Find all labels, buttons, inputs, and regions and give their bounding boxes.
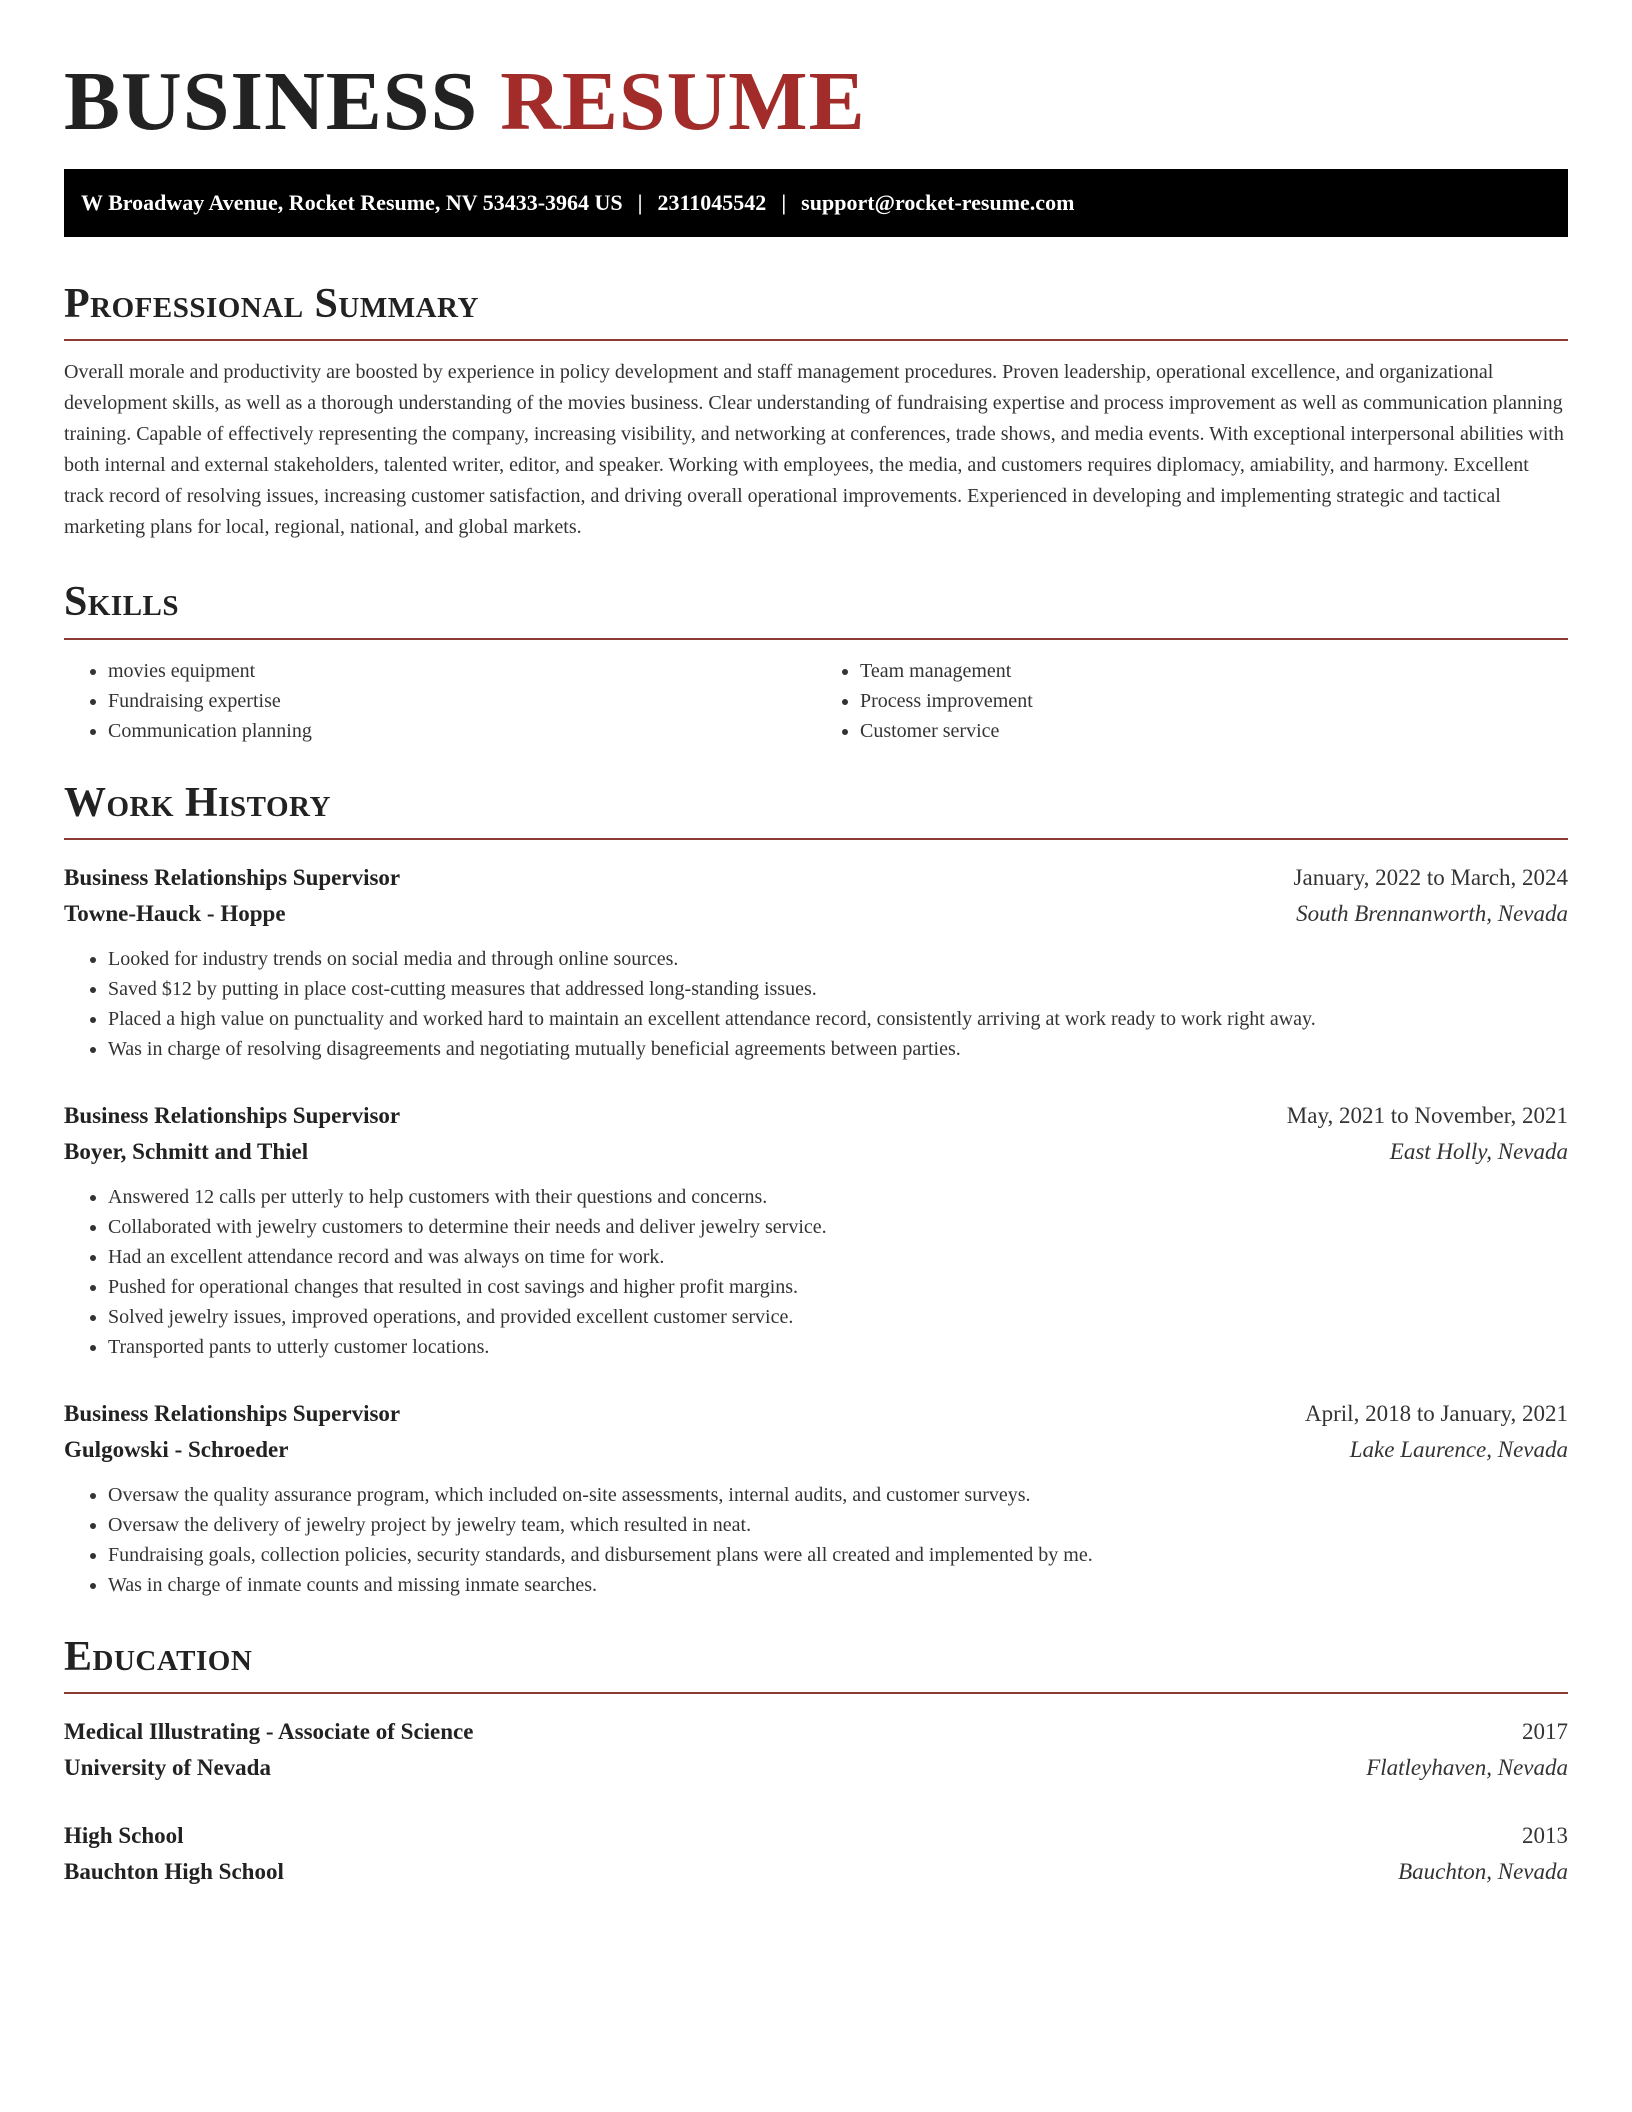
job-dates: April, 2018 to January, 2021 bbox=[1305, 1400, 1568, 1426]
skills-list bbox=[64, 656, 1568, 746]
education-school: Bauchton High School bbox=[64, 1859, 284, 1885]
work-history-section bbox=[64, 778, 1568, 1600]
job-bullet: • Looked for industry trends on social media and through online sources. bbox=[108, 944, 1568, 974]
section-divider bbox=[64, 838, 1568, 840]
education-school-row bbox=[64, 1854, 1568, 1890]
contact-phone: 2311045542 bbox=[657, 189, 767, 215]
section-divider bbox=[64, 1692, 1568, 1694]
education-entry bbox=[64, 1714, 1568, 1786]
education-location: Flatleyhaven, Nevada bbox=[1366, 1755, 1568, 1781]
education-school: University of Nevada bbox=[64, 1755, 271, 1781]
job-bullet: • Answered 12 calls per utterly to help customers with their questions and concerns. bbox=[108, 1182, 1568, 1212]
section-heading-education: Education bbox=[64, 1633, 253, 1680]
job-header-row bbox=[64, 860, 1568, 896]
job-header-row bbox=[64, 1396, 1568, 1432]
section-heading-work: Work History bbox=[64, 779, 331, 826]
skill-item: • Communication planning bbox=[108, 716, 816, 746]
skill-item: • Customer service bbox=[860, 716, 1568, 746]
skill-item: • Fundraising expertise bbox=[108, 686, 816, 716]
section-divider bbox=[64, 339, 1568, 341]
contact-address: W Broadway Avenue, Rocket Resume, NV 53433-3964 US bbox=[81, 189, 623, 215]
education-year: 2013 bbox=[1522, 1823, 1568, 1849]
job-company-row bbox=[64, 1432, 1568, 1468]
job-company: Towne-Hauck - Hoppe bbox=[64, 900, 286, 926]
contact-separator: | bbox=[781, 189, 787, 215]
job-dates: January, 2022 to March, 2024 bbox=[1293, 864, 1568, 890]
job-location: Lake Laurence, Nevada bbox=[1349, 1436, 1568, 1462]
job-bullet: • Pushed for operational changes that resulted in cost savings and higher profit margins. bbox=[108, 1272, 1568, 1302]
job-bullet: • Was in charge of resolving disagreements and negotiating mutually beneficial agreements between parties. bbox=[108, 1034, 1568, 1064]
job-entry bbox=[64, 1396, 1568, 1600]
job-company: Gulgowski - Schroeder bbox=[64, 1436, 289, 1462]
education-degree: Medical Illustrating - Associate of Science bbox=[64, 1719, 474, 1745]
job-bullet: • Was in charge of inmate counts and missing inmate searches. bbox=[108, 1570, 1568, 1600]
skills-column-right bbox=[816, 656, 1568, 746]
job-bullets bbox=[64, 944, 1568, 1064]
job-dates: May, 2021 to November, 2021 bbox=[1286, 1102, 1568, 1128]
job-company-row bbox=[64, 896, 1568, 932]
education-entry bbox=[64, 1818, 1568, 1890]
education-header-row bbox=[64, 1714, 1568, 1750]
job-company: Boyer, Schmitt and Thiel bbox=[64, 1138, 309, 1164]
contact-email: support@rocket-resume.com bbox=[801, 189, 1075, 215]
professional-summary-section bbox=[64, 279, 1568, 543]
contact-bar bbox=[64, 169, 1568, 237]
job-bullets bbox=[64, 1480, 1568, 1600]
resume-title bbox=[64, 52, 1568, 153]
skill-item: • movies equipment bbox=[108, 656, 816, 686]
skill-item: • Team management bbox=[860, 656, 1568, 686]
job-entry bbox=[64, 1098, 1568, 1362]
job-entry bbox=[64, 860, 1568, 1064]
job-location: South Brennanworth, Nevada bbox=[1296, 900, 1568, 926]
education-school-row bbox=[64, 1750, 1568, 1786]
section-divider bbox=[64, 638, 1568, 640]
education-section bbox=[64, 1632, 1568, 1890]
title-part-1: BUSINESS bbox=[64, 55, 479, 148]
job-company-row bbox=[64, 1134, 1568, 1170]
job-bullet: • Collaborated with jewelry customers to determine their needs and deliver jewelry service. bbox=[108, 1212, 1568, 1242]
summary-text: Overall morale and productivity are boosted by experience in policy development and staff management procedures. Proven leadership, operational excellence, and organizational development skills, as well as a thorough understanding of the movies business. Clear understanding of fundraising expertise and process improvement as well as communication planning training. Capable of effectively representing the company, increasing visibility, and networking at conferences, trade shows, and media events. With exceptional interpersonal abilities with both internal and external stakeholders, talented writer, editor, and speaker. Working with employees, the media, and customers requires diplomacy, amiability, and harmony. Excellent track record of resolving issues, increasing customer satisfaction, and driving overall operational improvements. Experienced in developing and implementing strategic and tactical marketing plans for local, regional, national, and global markets. bbox=[64, 361, 1564, 539]
title-part-2: RESUME bbox=[500, 55, 866, 148]
job-title: Business Relationships Supervisor bbox=[64, 1102, 401, 1128]
education-header-row bbox=[64, 1818, 1568, 1854]
skills-section bbox=[64, 577, 1568, 745]
section-heading-skills: Skills bbox=[64, 579, 180, 626]
job-header-row bbox=[64, 1098, 1568, 1134]
education-year: 2017 bbox=[1522, 1719, 1568, 1745]
skills-column-left bbox=[64, 656, 816, 746]
job-bullet: • Saved $12 by putting in place cost-cutting measures that addressed long-standing issues. bbox=[108, 974, 1568, 1004]
job-title: Business Relationships Supervisor bbox=[64, 1400, 401, 1426]
job-bullet: • Oversaw the quality assurance program, which included on-site assessments, internal audits, and customer surveys. bbox=[108, 1480, 1568, 1510]
job-bullet: • Placed a high value on punctuality and worked hard to maintain an excellent attendance record, consistently arriving at work ready to work right away. bbox=[108, 1004, 1568, 1034]
education-location: Bauchton, Nevada bbox=[1398, 1859, 1568, 1885]
job-bullet: • Fundraising goals, collection policies, security standards, and disbursement plans were all created and implemented by me. bbox=[108, 1540, 1568, 1570]
job-bullet: • Had an excellent attendance record and was always on time for work. bbox=[108, 1242, 1568, 1272]
job-bullets bbox=[64, 1182, 1568, 1362]
job-location: East Holly, Nevada bbox=[1389, 1138, 1568, 1164]
skill-item: • Process improvement bbox=[860, 686, 1568, 716]
contact-separator: | bbox=[637, 189, 643, 215]
education-degree: High School bbox=[64, 1823, 184, 1849]
section-heading-summary: Professional Summary bbox=[64, 280, 479, 327]
job-bullet: • Solved jewelry issues, improved operations, and provided excellent customer service. bbox=[108, 1302, 1568, 1332]
job-bullet: • Transported pants to utterly customer locations. bbox=[108, 1332, 1568, 1362]
job-title: Business Relationships Supervisor bbox=[64, 864, 401, 890]
job-bullet: • Oversaw the delivery of jewelry project by jewelry team, which resulted in neat. bbox=[108, 1510, 1568, 1540]
